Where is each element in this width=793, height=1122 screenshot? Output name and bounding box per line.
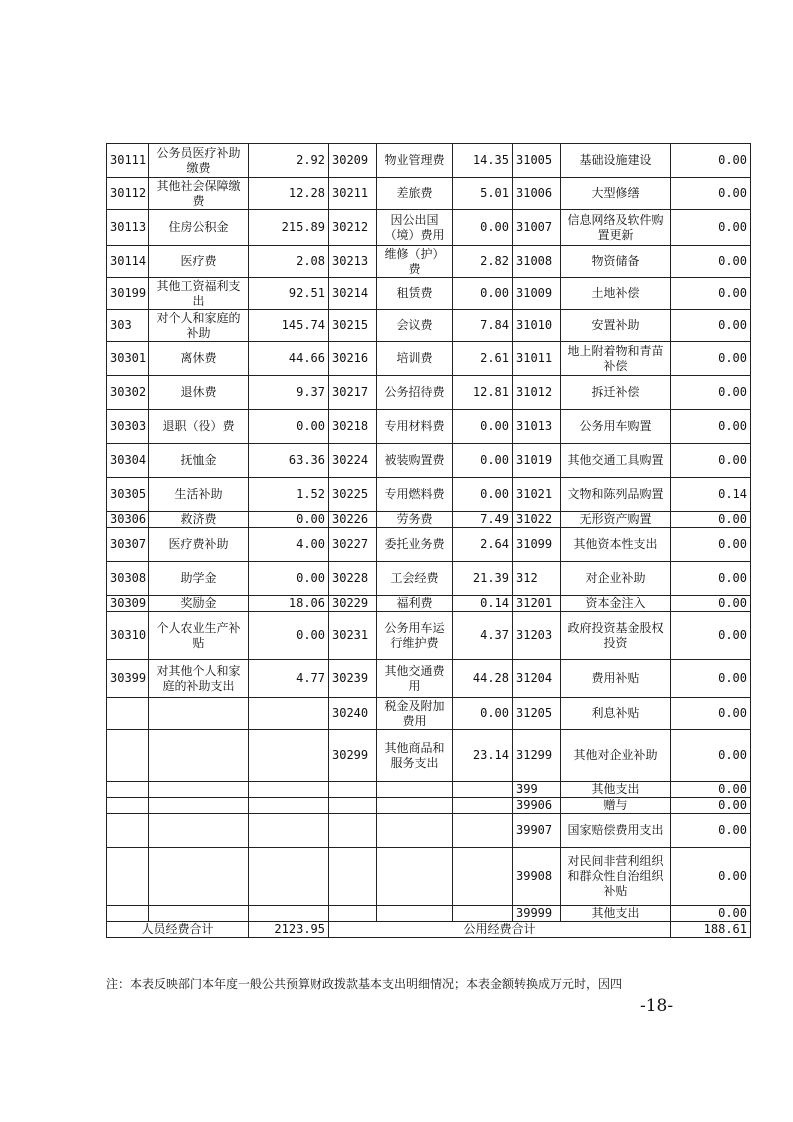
item-code: 31005 (513, 144, 561, 178)
item-code: 30310 (107, 612, 149, 660)
item-amount: 0.00 (671, 782, 751, 798)
item-name (377, 848, 453, 906)
item-amount: 145.74 (249, 310, 329, 342)
item-code: 30211 (329, 178, 377, 210)
item-name: 费用补贴 (561, 660, 671, 698)
item-amount: 1.52 (249, 478, 329, 512)
item-amount (249, 798, 329, 814)
item-amount: 0.00 (671, 512, 751, 528)
item-code: 31009 (513, 278, 561, 310)
item-name: 福利费 (377, 596, 453, 612)
item-amount: 63.36 (249, 444, 329, 478)
item-code (329, 798, 377, 814)
item-amount (249, 848, 329, 906)
item-code: 30213 (329, 246, 377, 278)
item-amount (249, 730, 329, 782)
item-code (107, 798, 149, 814)
item-amount (249, 814, 329, 848)
table-row (107, 342, 751, 376)
item-name: 地上附着物和青苗补偿 (561, 342, 671, 376)
item-amount: 21.39 (453, 562, 513, 596)
item-amount: 0.00 (671, 410, 751, 444)
item-code: 31011 (513, 342, 561, 376)
item-amount: 0.14 (453, 596, 513, 612)
item-amount (453, 848, 513, 906)
table-body (107, 144, 751, 922)
table-row (107, 444, 751, 478)
basic-expenditure-table (106, 143, 751, 938)
item-name (149, 906, 249, 922)
item-name: 安置补助 (561, 310, 671, 342)
item-amount: 0.00 (671, 310, 751, 342)
item-name: 退休费 (149, 376, 249, 410)
item-name: 退职（役）费 (149, 410, 249, 444)
table-row (107, 596, 751, 612)
item-amount: 5.01 (453, 178, 513, 210)
item-name: 赠与 (561, 798, 671, 814)
table-row (107, 144, 751, 178)
item-name: 其他支出 (561, 782, 671, 798)
item-name (149, 730, 249, 782)
item-name: 专用燃料费 (377, 478, 453, 512)
item-name: 对民间非营利组织和群众性自治组织补贴 (561, 848, 671, 906)
item-amount (453, 814, 513, 848)
item-amount: 0.00 (671, 144, 751, 178)
item-code: 312 (513, 562, 561, 596)
item-name: 其他交通费用 (377, 660, 453, 698)
personnel-total-label: 人员经费合计 (107, 922, 249, 938)
item-amount: 0.00 (453, 478, 513, 512)
item-name: 工会经费 (377, 562, 453, 596)
item-amount: 0.00 (671, 798, 751, 814)
item-name (377, 782, 453, 798)
item-code: 30304 (107, 444, 149, 478)
table-row (107, 730, 751, 782)
totals-row (107, 922, 751, 938)
item-code: 399 (513, 782, 561, 798)
item-name: 因公出国（境）费用 (377, 210, 453, 246)
item-code: 30305 (107, 478, 149, 512)
personnel-total-value: 2123.95 (249, 922, 329, 938)
item-amount: 2.92 (249, 144, 329, 178)
item-name: 土地补偿 (561, 278, 671, 310)
table-row (107, 478, 751, 512)
item-name: 培训费 (377, 342, 453, 376)
item-code: 30309 (107, 596, 149, 612)
item-name: 资本金注入 (561, 596, 671, 612)
item-code: 30111 (107, 144, 149, 178)
item-amount: 0.14 (671, 478, 751, 512)
item-code: 31022 (513, 512, 561, 528)
item-amount: 0.00 (671, 698, 751, 730)
item-amount: 0.00 (671, 178, 751, 210)
item-amount: 0.00 (671, 210, 751, 246)
item-amount: 0.00 (453, 410, 513, 444)
item-code: 39908 (513, 848, 561, 906)
item-amount: 2.82 (453, 246, 513, 278)
item-amount: 0.00 (671, 660, 751, 698)
item-amount (453, 798, 513, 814)
item-name (149, 848, 249, 906)
item-code (107, 698, 149, 730)
item-code: 30399 (107, 660, 149, 698)
item-code: 31201 (513, 596, 561, 612)
item-name: 抚恤金 (149, 444, 249, 478)
item-amount: 92.51 (249, 278, 329, 310)
item-code (329, 848, 377, 906)
item-name: 物业管理费 (377, 144, 453, 178)
item-amount: 0.00 (249, 612, 329, 660)
item-code: 39906 (513, 798, 561, 814)
table-row (107, 698, 751, 730)
item-name: 拆迁补偿 (561, 376, 671, 410)
item-amount: 4.37 (453, 612, 513, 660)
item-code: 31010 (513, 310, 561, 342)
item-name: 公务用车运行维护费 (377, 612, 453, 660)
item-name: 维修（护）费 (377, 246, 453, 278)
item-code: 39907 (513, 814, 561, 848)
item-code: 30215 (329, 310, 377, 342)
item-code: 30114 (107, 246, 149, 278)
item-amount (249, 698, 329, 730)
item-amount: 0.00 (453, 278, 513, 310)
item-name: 租赁费 (377, 278, 453, 310)
item-code (107, 848, 149, 906)
table-row (107, 246, 751, 278)
public-total-label: 公用经费合计 (329, 922, 671, 938)
table-row (107, 782, 751, 798)
item-amount: 4.77 (249, 660, 329, 698)
item-amount: 18.06 (249, 596, 329, 612)
item-amount: 0.00 (671, 596, 751, 612)
table-note: 注：本表反映部门本年度一般公共预算财政拨款基本支出明细情况；本表金额转换成万元时，因四 (106, 977, 623, 991)
table-row (107, 798, 751, 814)
item-amount: 12.81 (453, 376, 513, 410)
page-number: -18- (640, 996, 674, 1016)
item-name: 公务招待费 (377, 376, 453, 410)
item-code: 30209 (329, 144, 377, 178)
item-amount: 0.00 (453, 444, 513, 478)
item-name: 会议费 (377, 310, 453, 342)
item-name: 其他商品和服务支出 (377, 730, 453, 782)
item-name: 公务用车购置 (561, 410, 671, 444)
item-name: 对其他个人和家庭的补助支出 (149, 660, 249, 698)
item-name: 大型修缮 (561, 178, 671, 210)
item-name: 医疗费 (149, 246, 249, 278)
item-amount: 0.00 (671, 278, 751, 310)
item-code: 30308 (107, 562, 149, 596)
item-code: 31021 (513, 478, 561, 512)
item-amount: 2.61 (453, 342, 513, 376)
item-code: 30301 (107, 342, 149, 376)
item-code: 30231 (329, 612, 377, 660)
item-name (149, 698, 249, 730)
item-name: 公务员医疗补助缴费 (149, 144, 249, 178)
item-code: 30307 (107, 528, 149, 562)
item-code: 31013 (513, 410, 561, 444)
item-name: 政府投资基金股权投资 (561, 612, 671, 660)
item-code: 30218 (329, 410, 377, 444)
item-amount: 4.00 (249, 528, 329, 562)
item-amount: 44.66 (249, 342, 329, 376)
item-name: 专用材料费 (377, 410, 453, 444)
item-amount: 0.00 (249, 410, 329, 444)
item-code: 30302 (107, 376, 149, 410)
item-code: 30227 (329, 528, 377, 562)
table-row (107, 848, 751, 906)
item-amount: 0.00 (249, 512, 329, 528)
item-amount: 0.00 (671, 528, 751, 562)
item-name (377, 798, 453, 814)
item-amount (453, 782, 513, 798)
item-amount: 0.00 (671, 342, 751, 376)
item-name: 离休费 (149, 342, 249, 376)
item-code: 39999 (513, 906, 561, 922)
item-amount: 9.37 (249, 376, 329, 410)
item-name (149, 814, 249, 848)
item-name: 助学金 (149, 562, 249, 596)
item-code: 30113 (107, 210, 149, 246)
item-name: 无形资产购置 (561, 512, 671, 528)
item-code: 31204 (513, 660, 561, 698)
item-code: 31006 (513, 178, 561, 210)
item-code: 30212 (329, 210, 377, 246)
item-code (107, 906, 149, 922)
item-name (377, 906, 453, 922)
item-code: 30214 (329, 278, 377, 310)
item-name (377, 814, 453, 848)
table-row (107, 906, 751, 922)
item-name: 奖励金 (149, 596, 249, 612)
item-code: 30224 (329, 444, 377, 478)
item-code: 303 (107, 310, 149, 342)
item-amount: 0.00 (671, 562, 751, 596)
item-amount: 0.00 (671, 376, 751, 410)
table-row (107, 278, 751, 310)
item-code: 30112 (107, 178, 149, 210)
item-name: 其他工资福利支出 (149, 278, 249, 310)
item-code: 31099 (513, 528, 561, 562)
item-code: 31203 (513, 612, 561, 660)
item-code: 30306 (107, 512, 149, 528)
item-code: 31299 (513, 730, 561, 782)
item-name: 医疗费补助 (149, 528, 249, 562)
item-name: 其他交通工具购置 (561, 444, 671, 478)
item-code: 31205 (513, 698, 561, 730)
item-amount: 0.00 (671, 612, 751, 660)
item-name: 委托业务费 (377, 528, 453, 562)
item-amount: 0.00 (249, 562, 329, 596)
item-amount: 0.00 (453, 210, 513, 246)
table-row (107, 528, 751, 562)
item-amount: 0.00 (671, 246, 751, 278)
table-row (107, 612, 751, 660)
table-row (107, 310, 751, 342)
item-amount: 12.28 (249, 178, 329, 210)
table-row (107, 210, 751, 246)
table-row (107, 376, 751, 410)
item-amount: 0.00 (671, 814, 751, 848)
item-amount: 7.84 (453, 310, 513, 342)
item-amount: 2.64 (453, 528, 513, 562)
item-amount (453, 906, 513, 922)
item-name: 救济费 (149, 512, 249, 528)
item-name: 税金及附加费用 (377, 698, 453, 730)
item-amount: 0.00 (453, 698, 513, 730)
item-amount: 2.08 (249, 246, 329, 278)
table-row (107, 410, 751, 444)
item-amount (249, 906, 329, 922)
item-name: 生活补助 (149, 478, 249, 512)
item-name: 对企业补助 (561, 562, 671, 596)
item-name: 其他社会保障缴费 (149, 178, 249, 210)
item-amount: 14.35 (453, 144, 513, 178)
item-amount: 0.00 (671, 444, 751, 478)
item-amount: 215.89 (249, 210, 329, 246)
item-amount: 0.00 (671, 906, 751, 922)
item-code (107, 814, 149, 848)
item-code (329, 782, 377, 798)
item-amount: 0.00 (671, 730, 751, 782)
item-code: 30226 (329, 512, 377, 528)
item-name: 劳务费 (377, 512, 453, 528)
public-total-value: 188.61 (671, 922, 751, 938)
item-name: 被装购置费 (377, 444, 453, 478)
item-code: 30240 (329, 698, 377, 730)
table-row (107, 512, 751, 528)
item-code: 31008 (513, 246, 561, 278)
table-row (107, 660, 751, 698)
item-code: 30228 (329, 562, 377, 596)
item-code (107, 782, 149, 798)
item-amount: 0.00 (671, 848, 751, 906)
item-amount: 23.14 (453, 730, 513, 782)
item-name: 其他资本性支出 (561, 528, 671, 562)
item-code: 31019 (513, 444, 561, 478)
table-row (107, 178, 751, 210)
item-name: 个人农业生产补贴 (149, 612, 249, 660)
item-name: 物资储备 (561, 246, 671, 278)
item-amount: 7.49 (453, 512, 513, 528)
item-code: 30199 (107, 278, 149, 310)
item-code: 30225 (329, 478, 377, 512)
item-name: 国家赔偿费用支出 (561, 814, 671, 848)
item-code (329, 814, 377, 848)
item-name: 其他对企业补助 (561, 730, 671, 782)
item-code: 30217 (329, 376, 377, 410)
item-code: 30239 (329, 660, 377, 698)
item-name (149, 798, 249, 814)
item-code: 30299 (329, 730, 377, 782)
item-code (107, 730, 149, 782)
item-code: 30229 (329, 596, 377, 612)
table-row (107, 814, 751, 848)
item-name: 基础设施建设 (561, 144, 671, 178)
table-row (107, 562, 751, 596)
item-name: 对个人和家庭的补助 (149, 310, 249, 342)
item-code: 31007 (513, 210, 561, 246)
item-name (149, 782, 249, 798)
item-name: 文物和陈列品购置 (561, 478, 671, 512)
item-name: 住房公积金 (149, 210, 249, 246)
item-code: 30216 (329, 342, 377, 376)
item-name: 差旅费 (377, 178, 453, 210)
item-name: 利息补贴 (561, 698, 671, 730)
item-code: 31012 (513, 376, 561, 410)
item-code: 30303 (107, 410, 149, 444)
item-name: 其他支出 (561, 906, 671, 922)
item-name: 信息网络及软件购置更新 (561, 210, 671, 246)
item-code (329, 906, 377, 922)
item-amount (249, 782, 329, 798)
item-amount: 44.28 (453, 660, 513, 698)
